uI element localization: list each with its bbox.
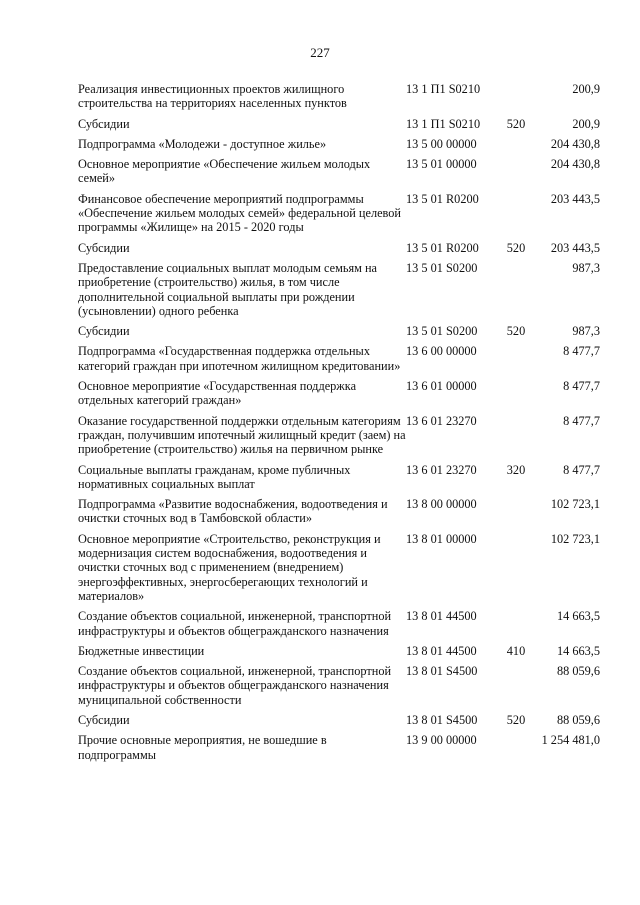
row-name: Прочие основные мероприятия, не вошедшие в подпрограммы <box>78 733 327 762</box>
table-row <box>78 713 602 727</box>
row-amount: 204 430,8 <box>550 136 600 151</box>
row-code: 13 8 01 44500 <box>406 609 477 624</box>
row-name: Бюджетные инвестиции <box>78 643 205 658</box>
row-code: 13 9 00 00000 <box>406 733 477 748</box>
row-amount: 102 723,1 <box>550 531 600 546</box>
row-amount: 14 663,5 <box>556 609 600 624</box>
row-name: Предоставление социальных выплат молодым семьям на приобретение (строительство) жилья, в том числе дополнительной социальной выплаты при рождении (усыновлении) одного ребенка <box>78 260 378 318</box>
row-amount: 102 723,1 <box>550 497 600 512</box>
table-row <box>78 414 602 457</box>
row-amount: 987,3 <box>572 260 600 275</box>
row-code: 13 5 01 R0200 <box>406 191 479 206</box>
table-row <box>78 82 602 111</box>
row-name: Оказание государственной поддержки отдельным категориям граждан, получившим ипотечный жилищный кредит (заем) на приобретение (строительство) жилья на первичном рынке <box>78 413 406 457</box>
row-code: 13 6 01 00000 <box>406 379 477 394</box>
row-amount: 88 059,6 <box>556 712 600 727</box>
row-amount: 987,3 <box>572 324 600 339</box>
row-name: Основное мероприятие «Обеспечение жильем молодых семей» <box>78 157 371 186</box>
row-name: Создание объектов социальной, инженерной, транспортной инфраструктуры и объектов общегражданского назначения <box>78 609 392 638</box>
row-name: Социальные выплаты гражданам, кроме публичных нормативных социальных выплат <box>78 462 351 491</box>
row-code: 13 6 01 23270 <box>406 413 477 428</box>
row-vr: 410 <box>506 643 526 658</box>
row-amount: 200,9 <box>572 82 600 96</box>
table-row <box>78 532 602 603</box>
table-row <box>78 192 602 235</box>
row-code: 13 8 01 S4500 <box>406 712 478 727</box>
row-code: 13 1 П1 S0210 <box>406 82 481 96</box>
row-name: Реализация инвестиционных проектов жилищного строительства на территориях населенных пунктов <box>78 82 347 111</box>
row-code: 13 6 00 00000 <box>406 344 477 359</box>
row-name: Основное мероприятие «Государственная поддержка отдельных категорий граждан» <box>78 379 357 408</box>
row-vr: 520 <box>506 712 526 727</box>
table-row <box>78 733 602 762</box>
table-row <box>78 497 602 526</box>
row-code: 13 8 01 44500 <box>406 643 477 658</box>
row-name: Основное мероприятие «Строительство, реконструкция и модернизация систем водоснабжения, водоотведения и очистки сточных вод с применением (внедрением) энергоэффективных, энергосберегающих технологий и материалов» <box>78 531 381 603</box>
row-amount: 8 477,7 <box>563 413 600 428</box>
row-name: Создание объектов социальной, инженерной, транспортной инфраструктуры и объектов общегражданского назначения муниципальной собственности <box>78 664 392 707</box>
row-name: Подпрограмма «Молодежи - доступное жилье» <box>78 136 327 151</box>
row-code: 13 8 00 00000 <box>406 497 477 512</box>
table-row <box>78 117 602 131</box>
table-row <box>78 609 602 638</box>
table-row <box>78 324 602 338</box>
row-name: Субсидии <box>78 712 130 727</box>
row-name: Субсидии <box>78 324 130 339</box>
row-amount: 204 430,8 <box>550 157 600 172</box>
page-number: 227 <box>310 45 330 60</box>
row-vr: 520 <box>506 240 526 255</box>
row-code: 13 5 01 S0200 <box>406 260 478 275</box>
row-code: 13 5 01 S0200 <box>406 324 478 339</box>
row-amount: 8 477,7 <box>563 344 600 359</box>
table-row <box>78 644 602 658</box>
table-row <box>78 379 602 408</box>
table-row <box>78 463 602 492</box>
table-row <box>78 261 602 318</box>
row-code: 13 5 01 R0200 <box>406 240 479 255</box>
row-vr: 520 <box>506 324 526 339</box>
table-row <box>78 241 602 255</box>
row-name: Субсидии <box>78 240 130 255</box>
row-name: Субсидии <box>78 116 130 131</box>
row-code: 13 5 00 00000 <box>406 136 477 151</box>
table-row <box>78 157 602 186</box>
row-amount: 8 477,7 <box>563 379 600 394</box>
row-amount: 8 477,7 <box>563 462 600 477</box>
row-amount: 1 254 481,0 <box>541 733 600 748</box>
table-row <box>78 137 602 151</box>
row-vr: 520 <box>506 116 526 131</box>
row-amount: 14 663,5 <box>556 643 600 658</box>
row-amount: 88 059,6 <box>556 664 600 679</box>
row-amount: 200,9 <box>572 116 600 131</box>
row-code: 13 6 01 23270 <box>406 462 477 477</box>
row-code: 13 8 01 00000 <box>406 531 477 546</box>
row-name: Финансовое обеспечение мероприятий подпрограммы «Обеспечение жильем молодых семей» федеральной целевой программы «Жилище» на 2015 - 2020 годы <box>78 191 402 235</box>
row-vr: 320 <box>506 462 526 477</box>
row-amount: 203 443,5 <box>550 240 600 255</box>
table-row <box>78 344 602 373</box>
row-name: Подпрограмма «Развитие водоснабжения, водоотведения и очистки сточных вод в Тамбовской области» <box>78 497 388 526</box>
row-code: 13 1 П1 S0210 <box>406 116 481 131</box>
row-amount: 203 443,5 <box>550 191 600 206</box>
row-code: 13 5 01 00000 <box>406 157 477 172</box>
budget-table <box>78 82 602 768</box>
table-row <box>78 664 602 707</box>
row-name: Подпрограмма «Государственная поддержка отдельных категорий граждан при ипотечном жилищном кредитовании» <box>78 344 401 373</box>
row-code: 13 8 01 S4500 <box>406 664 478 679</box>
